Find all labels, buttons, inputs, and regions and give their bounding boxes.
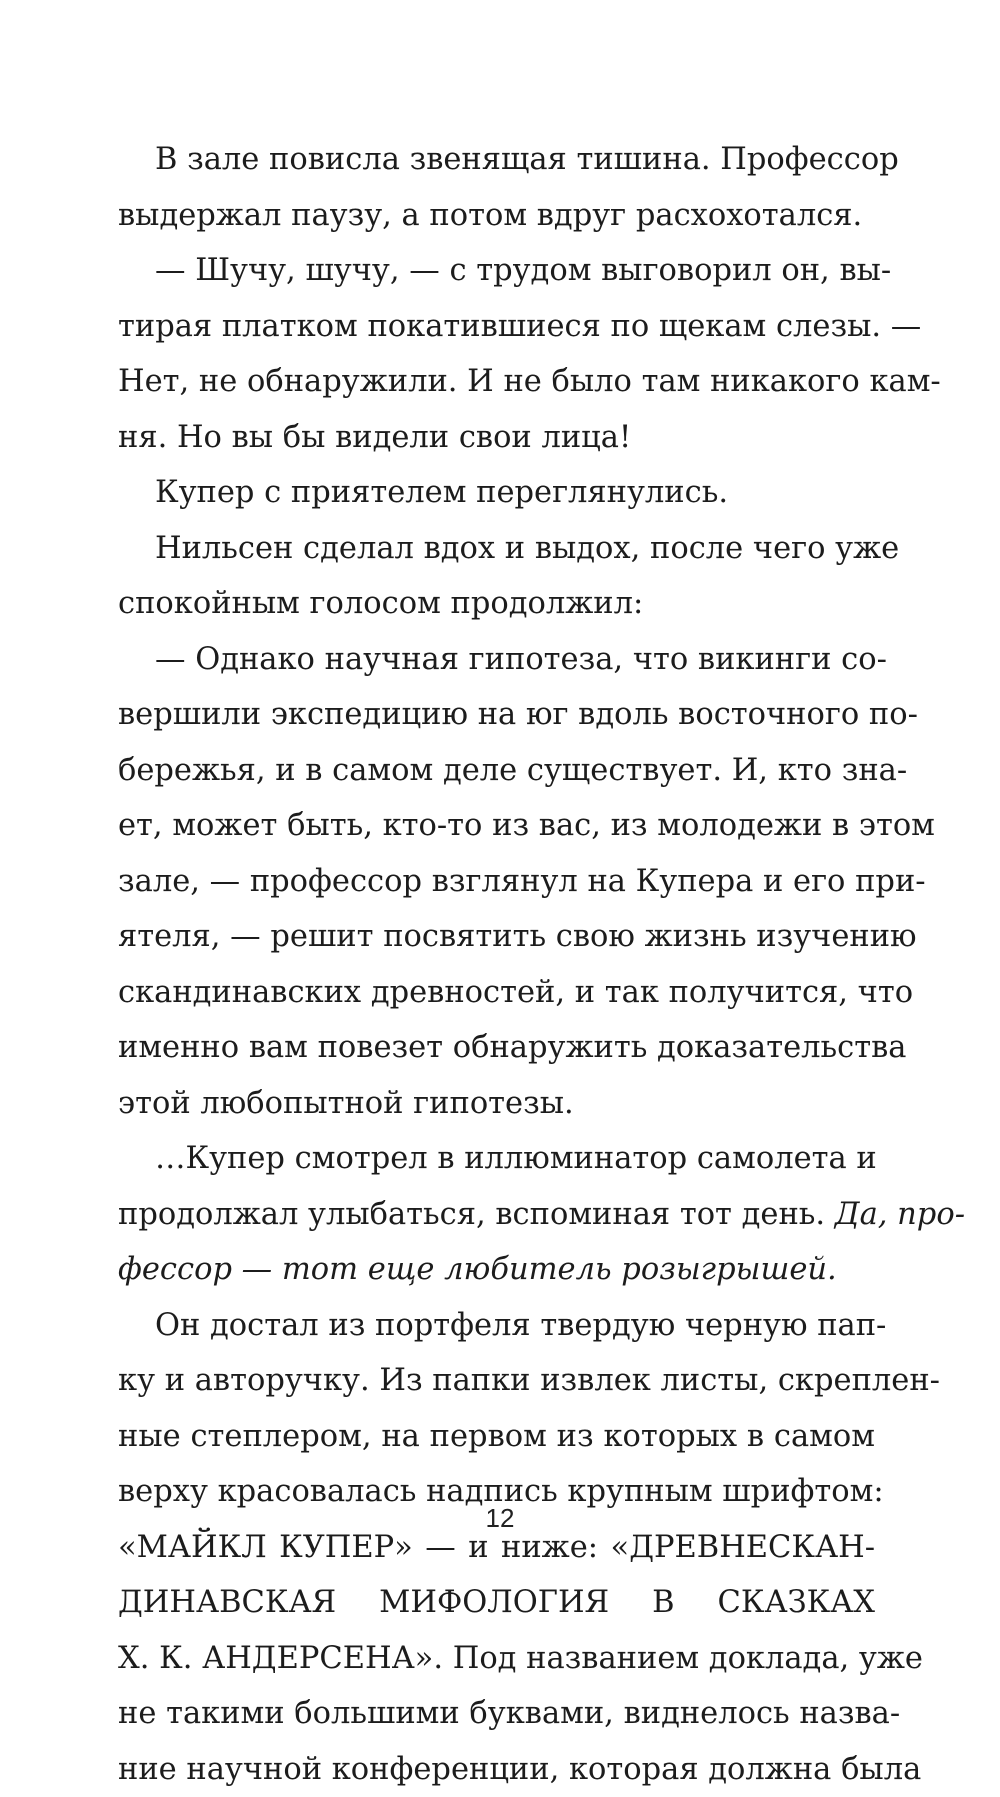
text-line: именно вам повезет обнаружить доказательства xyxy=(118,1020,875,1076)
text-line: ня. Но вы бы видели свои лица! xyxy=(118,410,875,466)
italic-segment: Да, про- xyxy=(835,1197,965,1232)
text-line: фессор — тот еще любитель розыгрышей. xyxy=(118,1242,875,1298)
text-line: спокойным голосом продолжил: xyxy=(118,576,875,632)
text-line: зале, — профессор взглянул на Купера и его при- xyxy=(118,854,875,910)
text-line: ние научной конференции, которая должна была xyxy=(118,1742,875,1797)
text-line xyxy=(118,1187,875,1243)
text-segment: продолжал улыбаться, вспоминая тот день. xyxy=(118,1197,825,1232)
text-line: Х. К. АНДЕРСЕНА». Под названием доклада, уже xyxy=(118,1631,875,1687)
text-line: Он достал из портфеля твердую черную пап- xyxy=(155,1298,875,1354)
text-line: скандинавских древностей, и так получится, что xyxy=(118,965,875,1021)
text-line: бережья, и в самом деле существует. И, кто зна- xyxy=(118,743,875,799)
text-line: не такими большими буквами, виднелось назва- xyxy=(118,1686,875,1742)
text-line: ДИНАВСКАЯ МИФОЛОГИЯ В СКАЗКАХ xyxy=(118,1575,875,1631)
text-line: Купер с приятелем переглянулись. xyxy=(155,465,875,521)
text-line: верху красовалась надпись крупным шрифтом: xyxy=(118,1464,875,1520)
text-line: — Шучу, шучу, — с трудом выговорил он, вы- xyxy=(155,243,875,299)
text-line: этой любопытной гипотезы. xyxy=(118,1076,875,1132)
text-line: тирая платком покатившиеся по щекам слезы. — xyxy=(118,299,875,355)
text-line: ку и авторучку. Из папки извлек листы, скреплен- xyxy=(118,1353,875,1409)
text-line: — Однако научная гипотеза, что викинги со- xyxy=(155,632,875,688)
text-line: вершили экспедицию на юг вдоль восточного по- xyxy=(118,687,875,743)
text-line: «МАЙКЛ КУПЕР» — и ниже: «ДРЕВНЕСКАН- xyxy=(118,1520,875,1576)
text-line: ные степлером, на первом из которых в самом xyxy=(118,1409,875,1465)
text-line: Нет, не обнаружили. И не было там никакого кам- xyxy=(118,354,875,410)
text-line: Нильсен сделал вдох и выдох, после чего уже xyxy=(155,521,875,577)
text-line: выдержал паузу, а потом вдруг расхохотался. xyxy=(118,188,875,244)
page-text xyxy=(155,132,875,1797)
text-line: ятеля, — решит посвятить свою жизнь изучению xyxy=(118,909,875,965)
text-line: …Купер смотрел в иллюминатор самолета и xyxy=(155,1131,875,1187)
page-number: 12 xyxy=(0,1503,1000,1534)
text-line: В зале повисла звенящая тишина. Профессор xyxy=(155,132,875,188)
text-line: ет, может быть, кто-то из вас, из молодежи в этом xyxy=(118,798,875,854)
